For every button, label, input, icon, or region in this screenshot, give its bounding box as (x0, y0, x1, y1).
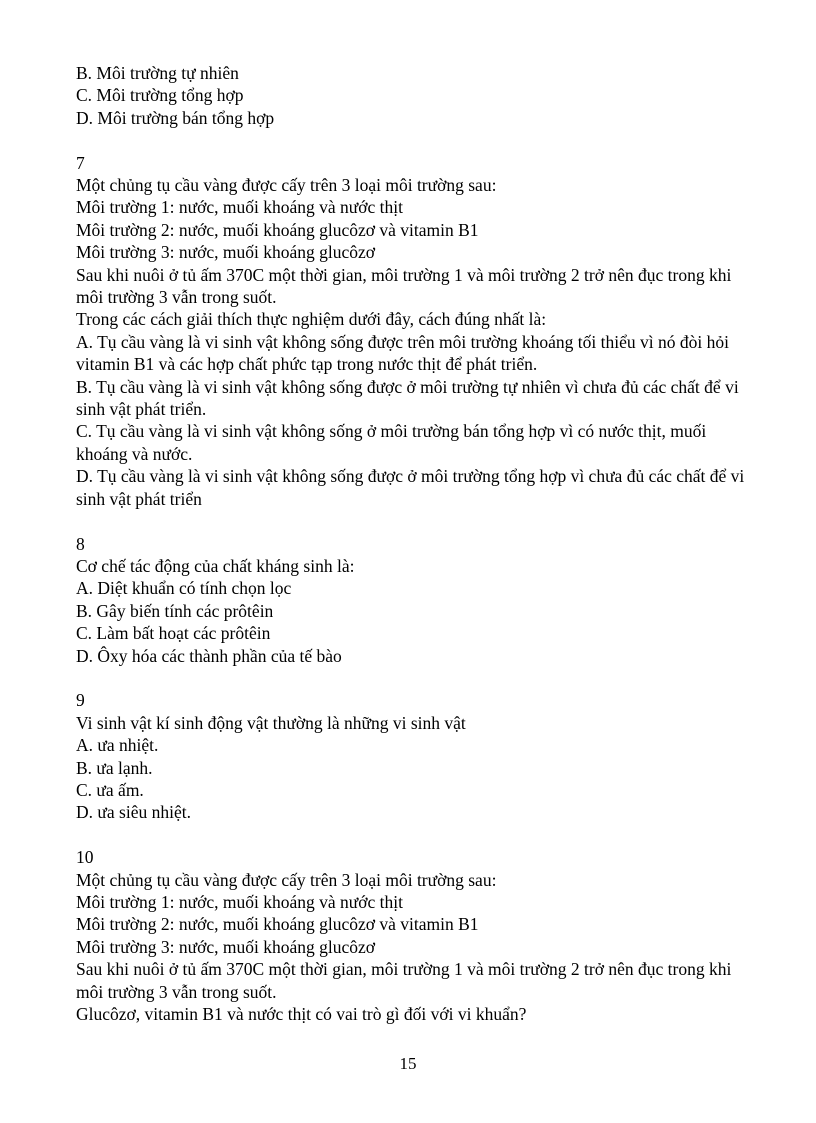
q7-question: Trong các cách giải thích thực nghiệm dưới đây, cách đúng nhất là: (76, 309, 547, 330)
q9-option-d: D. ưa siêu nhiệt. (76, 802, 191, 823)
q10-medium-1: Môi trường 1: nước, muối khoáng và nước thịt (76, 891, 403, 912)
q7-option-a: A. Tụ cầu vàng là vi sinh vật không sống được trên môi trường khoáng tối thiểu vì nó đòi hỏi vitamin B1 và các hợp chất phức tạp trong nước thịt để phát triển. (76, 331, 729, 375)
q9-option-a: A. ưa nhiệt. (76, 735, 159, 756)
q9-question: Vi sinh vật kí sinh động vật thường là những vi sinh vật (76, 712, 466, 733)
q7-number: 7 (76, 152, 85, 173)
q7-observation: Sau khi nuôi ở tủ ấm 370C một thời gian, môi trường 1 và môi trường 2 trở nên đục trong khi môi trường 3 vẫn trong suốt. (76, 264, 732, 308)
q8-option-d: D. Ôxy hóa các thành phần của tế bào (76, 645, 342, 666)
spacer (76, 510, 756, 532)
q7-medium-3: Môi trường 3: nước, muối khoáng glucôzơ (76, 242, 375, 263)
q10-number: 10 (76, 847, 94, 868)
q10-intro: Một chủng tụ cầu vàng được cấy trên 3 loại môi trường sau: (76, 869, 497, 890)
q8-option-a: A. Diệt khuẩn có tính chọn lọc (76, 578, 292, 599)
q7-option-c: C. Tụ cầu vàng là vi sinh vật không sống ở môi trường bán tổng hợp vì có nước thịt, muối khoáng và nước. (76, 421, 707, 464)
q6-option-b: B. Môi trường tự nhiên (76, 63, 239, 83)
q9-number: 9 (76, 690, 85, 711)
document-page (76, 62, 756, 1025)
q10-observation: Sau khi nuôi ở tủ ấm 370C một thời gian, môi trường 1 và môi trường 2 trở nên đục trong khi môi trường 3 vẫn trong suốt. (76, 959, 732, 1002)
q7-intro: Một chủng tụ cầu vàng được cấy trên 3 loại môi trường sau: (76, 175, 497, 196)
page-number: 15 (399, 1054, 417, 1073)
q8-option-c: C. Làm bất hoạt các prôtêin (76, 623, 271, 644)
q7-medium-1: Môi trường 1: nước, muối khoáng và nước thịt (76, 197, 403, 218)
q7-medium-2: Môi trường 2: nước, muối khoáng glucôzơ và vitamin B1 (76, 219, 479, 240)
q10-medium-2: Môi trường 2: nước, muối khoáng glucôzơ và vitamin B1 (76, 914, 479, 935)
q8-option-b: B. Gây biến tính các prôtêin (76, 600, 274, 621)
q9-option-c: C. ưa ấm. (76, 779, 144, 800)
spacer (76, 667, 756, 689)
q8-number: 8 (76, 533, 85, 554)
q10-question: Glucôzơ, vitamin B1 và nước thịt có vai trò gì đối với vi khuẩn? (76, 1004, 527, 1024)
q10-medium-3: Môi trường 3: nước, muối khoáng glucôzơ (76, 936, 375, 957)
q6-option-c: C. Môi trường tổng hợp (76, 85, 244, 106)
q9-option-b: B. ưa lạnh. (76, 757, 153, 778)
q8-question: Cơ chế tác động của chất kháng sinh là: (76, 555, 355, 576)
q7-option-d: D. Tụ cầu vàng là vi sinh vật không sống được ở môi trường tổng hợp vì chưa đủ các chất để vi sinh vật phát triển (76, 466, 745, 509)
spacer (76, 824, 756, 846)
q6-option-d: D. Môi trường bán tổng hợp (76, 107, 275, 128)
q7-option-b: B. Tụ cầu vàng là vi sinh vật không sống được ở môi trường tự nhiên vì chưa đủ các chất để vi sinh vật phát triển. (76, 376, 739, 420)
spacer (76, 129, 756, 151)
